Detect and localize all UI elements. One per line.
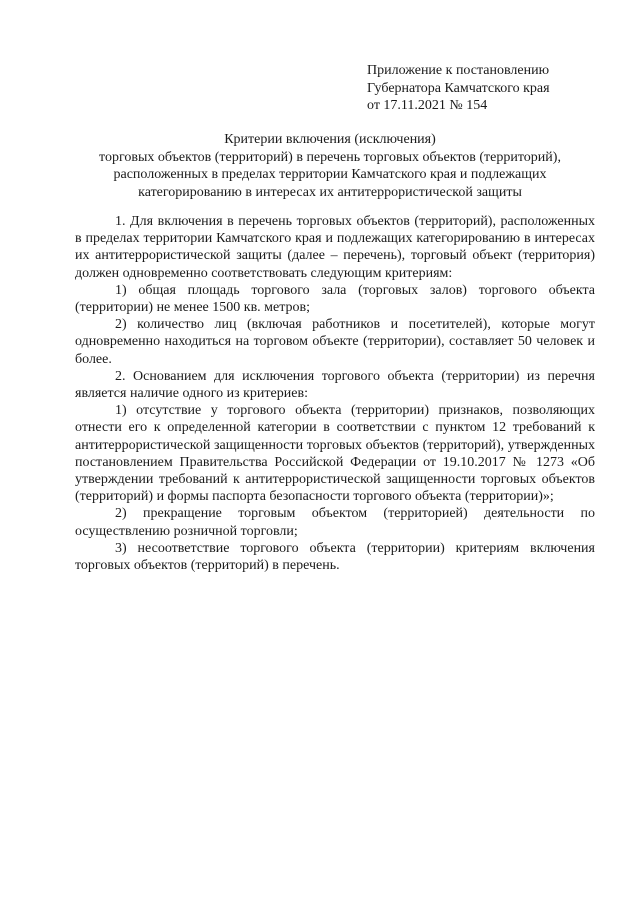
paragraph-criteria-exclusion: 2. Основанием для исключения торгового объекта (территории) из перечня является наличие одного из критериев:	[75, 368, 595, 402]
title-line-1: Критерии включения (исключения)	[224, 132, 436, 147]
title-line-4: категорированию в интересах их антитеррористической защиты	[138, 184, 522, 200]
paragraph-criterion-area: 1) общая площадь торгового зала (торговых залов) торгового объекта (территории) не менее 1500 кв. метров;	[75, 282, 595, 316]
paragraph-exclusion-mismatch: 3) несоответствие торгового объекта (территории) критериям включения торговых объектов (территорий) в перечень.	[75, 540, 595, 574]
appendix-line-2: Губернатора Камчатского края	[367, 80, 550, 96]
appendix-line-1: Приложение к постановлению	[367, 63, 550, 78]
document-body	[75, 213, 595, 574]
appendix-line-3: от 17.11.2021 № 154	[367, 98, 488, 113]
paragraph-exclusion-category: 1) отсутствие у торгового объекта (территории) признаков, позволяющих отнести его к определенной категории в соответствии с пунктом 12 требований к антитеррористической защищенности торговых объектов (территорий), утвержденных постановлением Правительства Российской Федерации от 19.10.2017 № 1273 «Об утверждении требований к антитеррористической защищенности торговых объектов (территорий) и формы паспорта безопасности торгового объекта (территории)»;	[75, 403, 595, 505]
appendix-header	[367, 62, 617, 115]
paragraph-criterion-people: 2) количество лиц (включая работников и посетителей), которые могут одновременно находиться на торговом объекте (территории), составляет 50 человек и более.	[75, 317, 595, 367]
paragraph-exclusion-activity: 2) прекращение торговым объектом (территорией) деятельности по осуществлению розничной торговли;	[75, 506, 595, 539]
document-title	[60, 131, 600, 201]
title-line-3: расположенных в пределах территории Камчатского края и подлежащих	[113, 167, 547, 182]
title-line-2: торговых объектов (территорий) в перечень торговых объектов (территорий),	[99, 149, 561, 165]
paragraph-criteria-inclusion: 1. Для включения в перечень торговых объектов (территорий), расположенных в пределах территории Камчатского края и подлежащих категорированию в интересах их антитеррористической защиты (далее – перечень), торговый объект (территория) должен одновременно соответствовать следующим критериям:	[75, 214, 595, 281]
